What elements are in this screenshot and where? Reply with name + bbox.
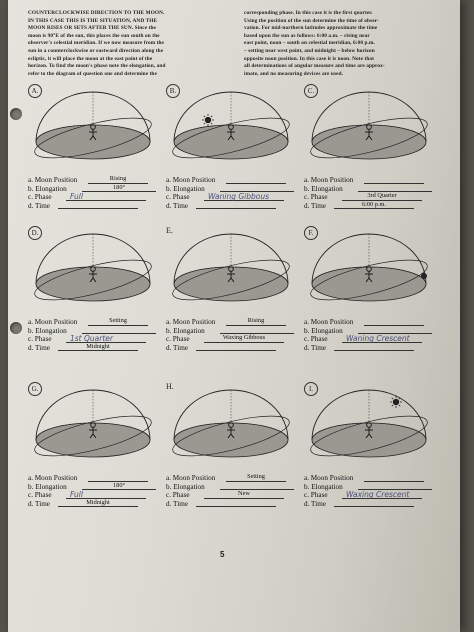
- answer-time: Midnight: [86, 342, 110, 350]
- answer-phase: Waning Gibbous: [208, 192, 270, 202]
- intro-text-left: [28, 10, 228, 78]
- intro-line: horizon. To find the moon's phase note the elongation, and: [28, 63, 166, 70]
- field-label: a. Moon Position: [304, 176, 354, 184]
- field-label: d. Time: [166, 201, 188, 210]
- field-label: b. Elongation: [166, 482, 205, 491]
- page-number: 5: [220, 550, 225, 559]
- moon-icon: [421, 273, 427, 279]
- panel-label: D.: [28, 226, 42, 240]
- answer-blank[interactable]: [334, 350, 414, 351]
- answer-phase: Waning Crescent: [346, 334, 410, 344]
- answer-elongation: 180°: [113, 183, 125, 191]
- sun-icon: [202, 114, 214, 126]
- intro-line: COUNTERCLOCKWISE DIRECTION TO THE MOON.: [28, 10, 165, 16]
- answer-phase: Waxing Gibbous: [222, 334, 266, 342]
- celestial-sphere-diagram: [28, 232, 158, 314]
- field-label: a. Moon Position: [166, 318, 216, 326]
- celestial-sphere-diagram: [304, 90, 434, 172]
- answer-moon-position: Setting: [109, 317, 127, 324]
- answer-moon-position: Rising: [247, 317, 265, 324]
- field-label: a. Moon Position: [304, 318, 354, 326]
- answer-moon-position: Setting: [247, 473, 265, 480]
- intro-line: vation. For mid-northern latitudes approximate the time: [244, 25, 378, 32]
- answer-phase: Full: [70, 490, 83, 500]
- field-label: c. Phase: [166, 193, 190, 202]
- answer-blank[interactable]: [196, 208, 276, 209]
- intro-line: opposite noon position. In this case it is noon. Note that: [244, 55, 375, 62]
- field-label: c. Phase: [304, 335, 328, 344]
- answer-phase: 1st Quarter: [70, 334, 113, 344]
- intro-line: based upon the sun as follows: 6:00 a.m. – rising near: [244, 32, 370, 39]
- field-label: c. Phase: [28, 491, 52, 500]
- intro-line: east point, noon – south on celestial meridian, 6:00 p.m.: [244, 40, 375, 47]
- field-label: b. Elongation: [28, 482, 67, 491]
- field-label: d. Time: [166, 499, 188, 508]
- intro-line: IN THIS CASE THIS IS THE SITUATION, AND THE: [28, 17, 158, 24]
- intro-line: – setting near west point, and midnight – below horizon: [244, 47, 375, 54]
- answer-blank[interactable]: [334, 506, 414, 507]
- celestial-sphere-diagram: [28, 90, 158, 172]
- answer-time: Midnight: [86, 498, 110, 506]
- field-label: c. Phase: [166, 335, 190, 344]
- binder-hole: [10, 108, 22, 120]
- panel-label: F.: [304, 226, 318, 240]
- field-label: d. Time: [304, 343, 326, 352]
- panel-label: I.: [304, 382, 318, 396]
- field-label: b. Elongation: [166, 184, 205, 193]
- field-label: b. Elongation: [304, 326, 343, 335]
- celestial-sphere-diagram: [304, 388, 434, 470]
- intro-line: imate, and no measuring devices are used.: [244, 70, 344, 77]
- field-label: b. Elongation: [304, 482, 343, 491]
- answer-blank[interactable]: [196, 350, 276, 351]
- field-label: a. Moon Position: [28, 176, 78, 184]
- field-label: b. Elongation: [28, 326, 67, 335]
- intro-line: sun in a counterclockwise or eastward direction along the: [28, 47, 164, 54]
- field-label: c. Phase: [304, 193, 328, 202]
- panel-label: C.: [304, 84, 318, 98]
- sun-icon: [390, 396, 402, 408]
- binder-hole: [10, 322, 22, 334]
- field-label: a. Moon Position: [166, 176, 216, 184]
- panel-label: B.: [166, 84, 180, 98]
- answer-phase: Waxing Crescent: [346, 490, 410, 500]
- panel-label: G.: [28, 382, 42, 396]
- field-label: b. Elongation: [166, 326, 205, 335]
- field-label: d. Time: [28, 343, 50, 352]
- intro-line: corresponding phase. In this case it is the first quarter.: [244, 10, 373, 16]
- field-label: a. Moon Position: [304, 474, 354, 482]
- field-label: c. Phase: [304, 491, 328, 500]
- field-label: b. Elongation: [28, 184, 67, 193]
- field-label: d. Time: [304, 201, 326, 210]
- field-label: c. Phase: [28, 335, 52, 344]
- answer-blank[interactable]: [226, 183, 286, 184]
- field-label: a. Moon Position: [28, 318, 78, 326]
- intro-line: refer to the diagram of question one and determine the: [28, 70, 157, 77]
- celestial-sphere-diagram: [166, 232, 296, 314]
- panel-label: A.: [28, 84, 42, 98]
- answer-phase: New: [238, 490, 250, 498]
- intro-line: moon is 90°E of the sun, this places the sun south on the: [28, 32, 160, 39]
- intro-line: ecliptic, it will place the moon at the east point of the: [28, 55, 153, 62]
- field-label: b. Elongation: [304, 184, 343, 193]
- intro-line: MOON RISES OR SETS AFTER THE SUN. Since the: [28, 25, 156, 32]
- field-label: c. Phase: [166, 491, 190, 500]
- intro-text-right: [244, 10, 444, 78]
- panel-label: H.: [166, 382, 174, 391]
- celestial-sphere-diagram: [166, 90, 296, 172]
- celestial-sphere-diagram: [28, 388, 158, 470]
- answer-moon-position: Rising: [109, 175, 127, 182]
- answer-time: 6:00 p.m.: [362, 200, 386, 208]
- intro-line: all determinations of angular measure and time are approx-: [244, 63, 385, 70]
- field-label: d. Time: [166, 343, 188, 352]
- intro-line: observer's celestial meridian. If we now measure from the: [28, 40, 164, 47]
- answer-phase: Full: [70, 192, 83, 202]
- answer-elongation: 180°: [113, 481, 125, 489]
- intro-line: Using the position of the sun determine the time of obser-: [244, 17, 379, 24]
- answer-phase: 3rd Quarter: [367, 192, 397, 200]
- answer-blank[interactable]: [58, 208, 138, 209]
- field-label: c. Phase: [28, 193, 52, 202]
- answer-blank[interactable]: [364, 481, 424, 482]
- field-label: d. Time: [28, 201, 50, 210]
- answer-blank[interactable]: [196, 506, 276, 507]
- answer-blank[interactable]: [364, 183, 424, 184]
- panel-label: E.: [166, 226, 173, 235]
- field-label: d. Time: [28, 499, 50, 508]
- answer-blank[interactable]: [364, 325, 424, 326]
- worksheet-page: [8, 0, 460, 632]
- field-label: a. Moon Position: [28, 474, 78, 482]
- field-label: d. Time: [304, 499, 326, 508]
- celestial-sphere-diagram: [166, 388, 296, 470]
- celestial-sphere-diagram: [304, 232, 434, 314]
- field-label: a. Moon Position: [166, 474, 216, 482]
